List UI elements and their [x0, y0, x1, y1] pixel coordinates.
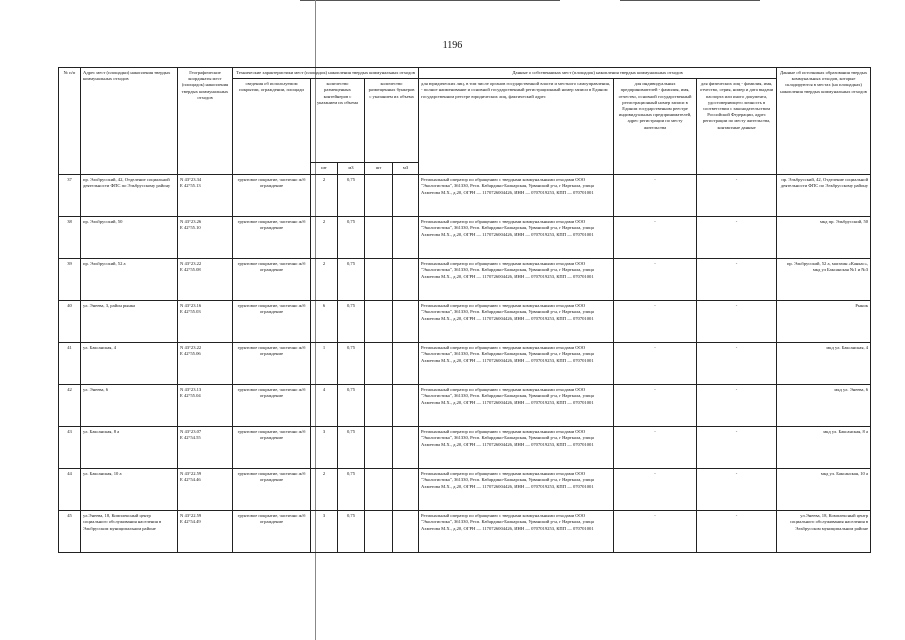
cell-source: мкд ул. Энеева, 6 [777, 385, 871, 427]
waste-sites-table [58, 67, 871, 553]
cell-lon: E 42°55.13 [180, 183, 201, 189]
cell-coords [178, 217, 233, 259]
cell-container-volume: 0,75 [338, 217, 365, 259]
cell-bunker-volume [393, 343, 419, 385]
cell-cover: грунтовое покрытие, частично ж/б ограждение [233, 427, 311, 469]
table-row [59, 301, 871, 343]
cell-container-volume: 0,75 [338, 343, 365, 385]
cell-coords [178, 511, 233, 553]
cell-container-count: 2 [311, 217, 338, 259]
header-unit-volume: м3 [338, 163, 365, 175]
cell-container-count: 1 [311, 343, 338, 385]
cell-num: 39 [59, 259, 81, 301]
cell-bunker-count [365, 301, 393, 343]
table-row [59, 175, 871, 217]
cell-address: пр. Эльбрусский, 42, Отделение социальной деятельности ФПС по Эльбрусскому району [81, 175, 178, 217]
cell-cover: грунтовое покрытие, частично ж/б ограждение [233, 175, 311, 217]
cell-coords [178, 427, 233, 469]
cell-bunker-count [365, 469, 393, 511]
header-sources: Данные об источниках образования твердых коммунальных отходов, которые складируются в местах (на площадках) накопления твердых коммунальных отходов [777, 68, 871, 175]
cell-bunker-volume [393, 259, 419, 301]
cell-lon: E 42°55.03 [180, 309, 201, 315]
cell-container-count: 3 [311, 427, 338, 469]
cell-lon: E 42°55.08 [180, 267, 201, 273]
cell-address: ул. Баксанская, 10 а [81, 469, 178, 511]
cell-source: ул.Энеева, 18, Комплексный центр социального обслуживания населения в Эльбрусском муниципальном районе [777, 511, 871, 553]
cell-lon: E 42°54.49 [180, 519, 201, 525]
cell-owner-ip: - [614, 217, 697, 259]
cell-source: мкд ул. Баксанская, 10 а [777, 469, 871, 511]
cell-bunker-count [365, 427, 393, 469]
cell-bunker-count [365, 511, 393, 553]
cell-num: 38 [59, 217, 81, 259]
table-row [59, 469, 871, 511]
cell-num: 44 [59, 469, 81, 511]
scan-artifact-top-right [620, 0, 760, 1]
cell-num: 45 [59, 511, 81, 553]
cell-lat: N 43°23.34 [180, 177, 202, 183]
table-row [59, 427, 871, 469]
cell-coords [178, 301, 233, 343]
cell-cover: грунтовое покрытие, частично ж/б ограждение [233, 343, 311, 385]
cell-owner-ip: - [614, 259, 697, 301]
cell-lon: E 42°54.46 [180, 477, 201, 483]
header-owner-ip: для индивидуальных предпринимателей - фамилия, имя, отчество, основной государственный регистрационный номер записи в Едином государственном реестре индивидуальных предпринимателей, адрес регистрации по месту жительства [614, 79, 697, 175]
cell-owner-ip: - [614, 301, 697, 343]
cell-container-volume: 0,75 [338, 427, 365, 469]
cell-bunker-count [365, 343, 393, 385]
cell-owner-legal: Региональный оператор по обращению с твердыми коммунальными отходами ООО "Экологистика", 361330, Респ. Кабардино-Балкарская, Урванский р-н, г Нарткала, улица Ахметова М.Х., д.20, ОГРН — 1170726004426, ИНН — 0707019253, КПП — 070701001 [419, 301, 614, 343]
header-bunkers: количество размещенных бункеров с указанием их объема [365, 79, 419, 163]
cell-address: ул. Энеева, 6 [81, 385, 178, 427]
header-coords: Географические координаты мест (площадок) накопления твердых коммунальных отходов [178, 68, 233, 175]
cell-cover: грунтовое покрытие, частично ж/б ограждение [233, 511, 311, 553]
cell-num: 43 [59, 427, 81, 469]
cell-bunker-count [365, 217, 393, 259]
cell-lat: N 43°23.07 [180, 429, 202, 435]
cell-num: 37 [59, 175, 81, 217]
cell-lon: E 42°55.04 [180, 393, 201, 399]
cell-owner-phys: - [697, 385, 777, 427]
header-unit-volume: м3 [393, 163, 419, 175]
cell-owner-legal: Региональный оператор по обращению с твердыми коммунальными отходами ООО "Экологистика", 361330, Респ. Кабардино-Балкарская, Урванский р-н, г Нарткала, улица Ахметова М.Х., д.20, ОГРН — 1170726004426, ИНН — 0707019253, КПП — 070701001 [419, 427, 614, 469]
table-row [59, 385, 871, 427]
header-unit-count: шт [365, 163, 393, 175]
header-address: Адрес мест (площадки) накопления твердых коммунальных отходов [81, 68, 178, 175]
cell-owner-phys: - [697, 469, 777, 511]
cell-owner-phys: - [697, 301, 777, 343]
cell-coords [178, 175, 233, 217]
header-tech: Технические характеристики мест (площадок) накопления твердых коммунальных отходов [233, 68, 419, 79]
cell-lat: N 43°23.16 [180, 303, 202, 309]
cell-container-count: 2 [311, 175, 338, 217]
cell-container-count: 2 [311, 259, 338, 301]
cell-bunker-volume [393, 301, 419, 343]
page-number: 1196 [442, 40, 463, 51]
cell-container-count: 6 [311, 301, 338, 343]
cell-bunker-volume [393, 175, 419, 217]
cell-lat: N 43°22.59 [180, 471, 202, 477]
header-num: № п/п [59, 68, 81, 175]
header-containers: количество размещенных контейнеров с указанием их объема [311, 79, 365, 163]
cell-container-volume: 0,75 [338, 511, 365, 553]
cell-bunker-volume [393, 385, 419, 427]
cell-owner-ip: - [614, 343, 697, 385]
cell-owner-legal: Региональный оператор по обращению с твердыми коммунальными отходами ООО "Экологистика", 361330, Респ. Кабардино-Балкарская, Урванский р-н, г Нарткала, улица Ахметова М.Х., д.20, ОГРН — 1170726004426, ИНН — 0707019253, КПП — 070701001 [419, 469, 614, 511]
cell-lon: E 42°55.06 [180, 351, 201, 357]
cell-container-count: 4 [311, 385, 338, 427]
cell-owner-ip: - [614, 427, 697, 469]
cell-container-volume: 0,75 [338, 385, 365, 427]
cell-source: пр. Эльбрусский, 52 а, магазин «Канкас», мкд ул Баксанская №1 и №3 [777, 259, 871, 301]
cell-owner-phys: - [697, 175, 777, 217]
cell-address: ул. Баксанская, 8 а [81, 427, 178, 469]
cell-cover: грунтовое покрытие, частично ж/б ограждение [233, 385, 311, 427]
cell-source: Рынок [777, 301, 871, 343]
cell-lon: E 42°55.10 [180, 225, 201, 231]
cell-source: пр. Эльбрусский, 42, Отделение социальной деятельности ФПС по Эльбрусскому району [777, 175, 871, 217]
cell-owner-phys: - [697, 427, 777, 469]
cell-bunker-volume [393, 217, 419, 259]
cell-bunker-volume [393, 511, 419, 553]
cell-cover: грунтовое покрытие, частично ж/б ограждение [233, 301, 311, 343]
cell-container-volume: 0,75 [338, 301, 365, 343]
cell-owner-ip: - [614, 385, 697, 427]
header-owner-legal: для юридических лиц, в том числе органов государственной власти и местного самоуправления, - полное наименование и основной государственный регистрационный номер записи в Едином государственном реестре юридических лиц, фактический адрес [419, 79, 614, 175]
cell-bunker-count [365, 175, 393, 217]
cell-lat: N 43°23.22 [180, 261, 202, 267]
scan-artifact-top [300, 0, 560, 1]
cell-owner-phys: - [697, 259, 777, 301]
cell-source: мкд ул. Баксанская, 8 а [777, 427, 871, 469]
header-unit-count: шт [311, 163, 338, 175]
cell-num: 41 [59, 343, 81, 385]
cell-bunker-count [365, 259, 393, 301]
cell-owner-legal: Региональный оператор по обращению с твердыми коммунальными отходами ООО "Экологистика", 361330, Респ. Кабардино-Балкарская, Урванский р-н, г Нарткала, улица Ахметова М.Х., д.20, ОГРН — 1170726004426, ИНН — 0707019253, КПП — 070701001 [419, 385, 614, 427]
cell-address: ул.Энеева, 18, Комплексный центр социального обслуживания населения в Эльбрусском муниципальном районе [81, 511, 178, 553]
cell-owner-legal: Региональный оператор по обращению с твердыми коммунальными отходами ООО "Экологистика", 361330, Респ. Кабардино-Балкарская, Урванский р-н, г Нарткала, улица Ахметова М.Х., д.20, ОГРН — 1170726004426, ИНН — 0707019253, КПП — 070701001 [419, 259, 614, 301]
cell-owner-phys: - [697, 343, 777, 385]
cell-num: 42 [59, 385, 81, 427]
table-row [59, 259, 871, 301]
cell-container-count: 2 [311, 469, 338, 511]
cell-owner-legal: Региональный оператор по обращению с твердыми коммунальными отходами ООО "Экологистика", 361330, Респ. Кабардино-Балкарская, Урванский р-н, г Нарткала, улица Ахметова М.Х., д.20, ОГРН — 1170726004426, ИНН — 0707019253, КПП — 070701001 [419, 175, 614, 217]
cell-bunker-count [365, 385, 393, 427]
cell-cover: грунтовое покрытие, частично ж/б ограждение [233, 217, 311, 259]
cell-owner-legal: Региональный оператор по обращению с твердыми коммунальными отходами ООО "Экологистика", 361330, Респ. Кабардино-Балкарская, Урванский р-н, г Нарткала, улица Ахметова М.Х., д.20, ОГРН — 1170726004426, ИНН — 0707019253, КПП — 070701001 [419, 343, 614, 385]
cell-container-volume: 0,75 [338, 469, 365, 511]
cell-lat: N 43°23.26 [180, 219, 202, 225]
cell-lat: N 43°23.13 [180, 387, 202, 393]
cell-coords [178, 343, 233, 385]
cell-owner-ip: - [614, 511, 697, 553]
cell-address: ул. Баксанская, 4 [81, 343, 178, 385]
cell-owner-legal: Региональный оператор по обращению с твердыми коммунальными отходами ООО "Экологистика", 361330, Респ. Кабардино-Балкарская, Урванский р-н, г Нарткала, улица Ахметова М.Х., д.20, ОГРН — 1170726004426, ИНН — 0707019253, КПП — 070701001 [419, 511, 614, 553]
cell-bunker-volume [393, 469, 419, 511]
header-owner-phys: для физических лиц - фамилия, имя, отчество, серия, номер и дата выдачи паспорта или иного документа, удостоверяющего личность в соответствии с законодательством Российской Федерации, адрес регистрации по месту жительства, контактные данные [697, 79, 777, 175]
table-row [59, 343, 871, 385]
cell-source: мкд пр. Эльбрусский, 50 [777, 217, 871, 259]
header-cover: сведения об используемом покрытии, ограждении, площади [233, 79, 311, 175]
cell-bunker-volume [393, 427, 419, 469]
cell-coords [178, 259, 233, 301]
cell-owner-phys: - [697, 511, 777, 553]
table-row [59, 511, 871, 553]
cell-lat: N 43°22.59 [180, 513, 202, 519]
cell-cover: грунтовое покрытие, частично ж/б ограждение [233, 259, 311, 301]
cell-num: 40 [59, 301, 81, 343]
cell-coords [178, 385, 233, 427]
table-row [59, 217, 871, 259]
cell-lat: N 43°23.22 [180, 345, 202, 351]
cell-owner-ip: - [614, 175, 697, 217]
cell-source: мкд ул. Баксанская, 4 [777, 343, 871, 385]
cell-address: пр. Эльбрусский, 52 а [81, 259, 178, 301]
cell-owner-phys: - [697, 217, 777, 259]
cell-address: пр. Эльбрусский, 50 [81, 217, 178, 259]
cell-container-count: 3 [311, 511, 338, 553]
cell-owner-ip: - [614, 469, 697, 511]
cell-owner-legal: Региональный оператор по обращению с твердыми коммунальными отходами ООО "Экологистика", 361330, Респ. Кабардино-Балкарская, Урванский р-н, г Нарткала, улица Ахметова М.Х., д.20, ОГРН — 1170726004426, ИНН — 0707019253, КПП — 070701001 [419, 217, 614, 259]
cell-lon: E 42°54.55 [180, 435, 201, 441]
cell-address: ул. Энеева, 3, район рынка [81, 301, 178, 343]
cell-container-volume: 0,75 [338, 175, 365, 217]
cell-container-volume: 0,75 [338, 259, 365, 301]
cell-cover: грунтовое покрытие, частично ж/б ограждение [233, 469, 311, 511]
header-owner: Данные о собственниках мест (площадок) накопления твердых коммунальных отходов [419, 68, 777, 79]
cell-coords [178, 469, 233, 511]
